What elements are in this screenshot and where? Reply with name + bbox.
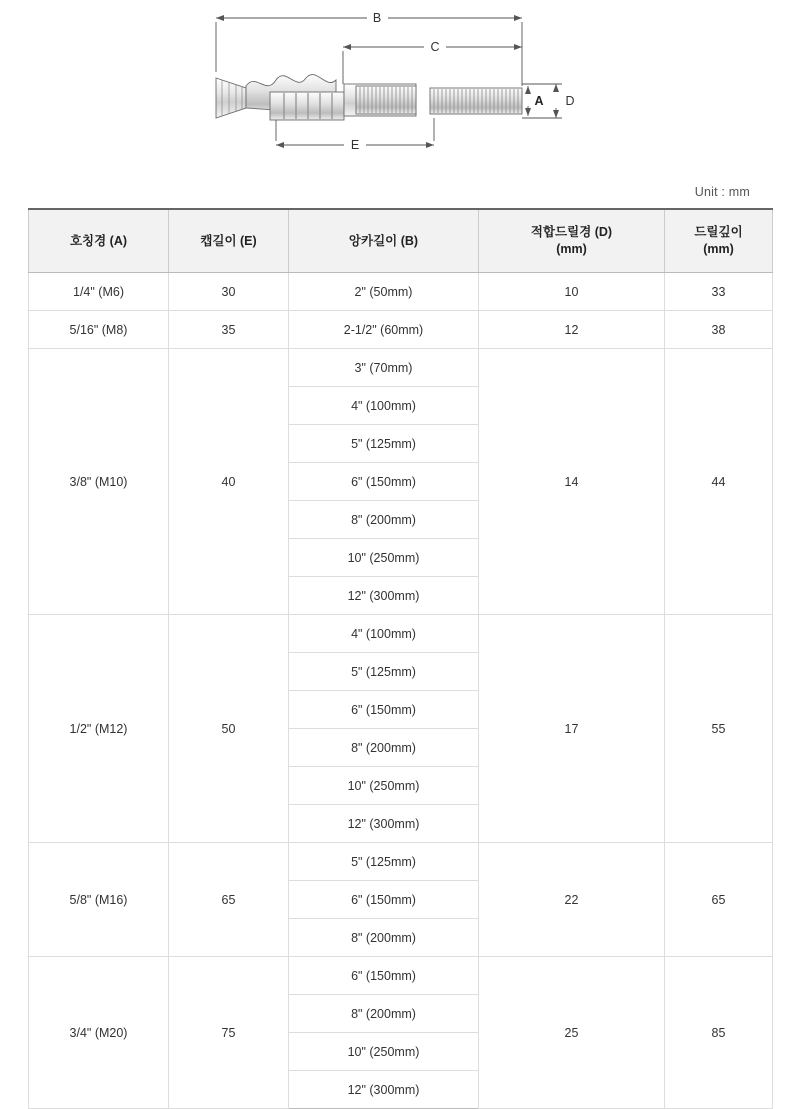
cell-drill-depth: 38 [665, 311, 773, 349]
product-dimension-diagram [0, 0, 800, 180]
cell-anchor-length: 8" (200mm) [289, 501, 479, 539]
cell-anchor-length: 6" (150mm) [289, 881, 479, 919]
cell-anchor-length: 3" (70mm) [289, 349, 479, 387]
cell-anchor-length: 5" (125mm) [289, 843, 479, 881]
cell-anchor-length: 10" (250mm) [289, 539, 479, 577]
cell-drill-diameter: 22 [479, 843, 665, 957]
cell-anchor-length: 4" (100mm) [289, 615, 479, 653]
cell-anchor-length: 12" (300mm) [289, 577, 479, 615]
dimension-label-a: A [534, 94, 544, 108]
cell-anchor-length: 6" (150mm) [289, 691, 479, 729]
cell-cap-length: 40 [169, 349, 289, 615]
column-header-anchor-length [289, 209, 479, 273]
dimension-label-d: D [565, 94, 575, 108]
cell-anchor-length: 10" (250mm) [289, 767, 479, 805]
column-header-anchor-length-line1: 앙카길이 (B) [348, 233, 419, 248]
cell-anchor-length: 5" (125mm) [289, 425, 479, 463]
spec-table-container [28, 208, 772, 1109]
cell-anchor-length: 5" (125mm) [289, 653, 479, 691]
cell-drill-depth: 55 [665, 615, 773, 843]
table-row [29, 311, 773, 349]
dimension-a-line [525, 86, 531, 116]
dimension-label-b: B [372, 11, 382, 25]
cell-anchor-length: 8" (200mm) [289, 995, 479, 1033]
column-header-drill-depth-line2: (mm) [703, 242, 734, 256]
column-header-drill-diameter [479, 209, 665, 273]
cell-anchor-length: 8" (200mm) [289, 919, 479, 957]
cell-drill-diameter: 14 [479, 349, 665, 615]
unit-note: Unit : mm [694, 185, 750, 199]
cell-nominal-diameter: 5/16" (M8) [29, 311, 169, 349]
cell-cap-length: 75 [169, 957, 289, 1109]
anchor-wedge-tip [216, 78, 246, 118]
cell-drill-diameter: 12 [479, 311, 665, 349]
cell-anchor-length: 2" (50mm) [289, 273, 479, 311]
anchor-thread [356, 86, 416, 114]
cell-anchor-length: 12" (300mm) [289, 1071, 479, 1109]
dimension-b-line [216, 15, 522, 86]
cell-drill-diameter: 10 [479, 273, 665, 311]
table-row [29, 957, 773, 995]
column-header-drill-diameter-line2: (mm) [556, 242, 587, 256]
spec-table [28, 208, 773, 1109]
cell-nominal-diameter: 5/8" (M16) [29, 843, 169, 957]
column-header-drill-depth [665, 209, 773, 273]
cell-anchor-length: 6" (150mm) [289, 957, 479, 995]
cell-drill-depth: 65 [665, 843, 773, 957]
anchor-barrel [270, 92, 344, 120]
spec-table-head [29, 209, 773, 273]
cell-anchor-length: 8" (200mm) [289, 729, 479, 767]
table-row [29, 349, 773, 387]
cell-nominal-diameter: 1/4" (M6) [29, 273, 169, 311]
cell-drill-depth: 33 [665, 273, 773, 311]
spec-table-body [29, 273, 773, 1109]
cell-nominal-diameter: 3/8" (M10) [29, 349, 169, 615]
anchor-end-thread [430, 88, 522, 114]
column-header-cap-length [169, 209, 289, 273]
table-row [29, 843, 773, 881]
cell-cap-length: 65 [169, 843, 289, 957]
cell-cap-length: 35 [169, 311, 289, 349]
cell-anchor-length: 10" (250mm) [289, 1033, 479, 1071]
cell-drill-depth: 44 [665, 349, 773, 615]
table-header-row [29, 209, 773, 273]
cell-drill-diameter: 17 [479, 615, 665, 843]
column-header-nominal-diameter-line1: 호칭경 (A) [69, 233, 128, 248]
cell-nominal-diameter: 3/4" (M20) [29, 957, 169, 1109]
cell-drill-diameter: 25 [479, 957, 665, 1109]
table-row [29, 273, 773, 311]
column-header-drill-depth-line1: 드릴깊이 [694, 225, 743, 240]
dimension-label-c: C [430, 40, 440, 54]
cell-anchor-length: 12" (300mm) [289, 805, 479, 843]
cell-drill-depth: 85 [665, 957, 773, 1109]
table-row [29, 615, 773, 653]
cell-anchor-length: 2-1/2" (60mm) [289, 311, 479, 349]
dimension-label-e: E [350, 138, 360, 152]
cell-anchor-length: 6" (150mm) [289, 463, 479, 501]
cell-cap-length: 50 [169, 615, 289, 843]
cell-cap-length: 30 [169, 273, 289, 311]
cell-nominal-diameter: 1/2" (M12) [29, 615, 169, 843]
column-header-cap-length-line1: 캡길이 (E) [200, 233, 257, 248]
column-header-nominal-diameter [29, 209, 169, 273]
column-header-drill-diameter-line1: 적합드릴경 (D) [530, 225, 613, 240]
cell-anchor-length: 4" (100mm) [289, 387, 479, 425]
